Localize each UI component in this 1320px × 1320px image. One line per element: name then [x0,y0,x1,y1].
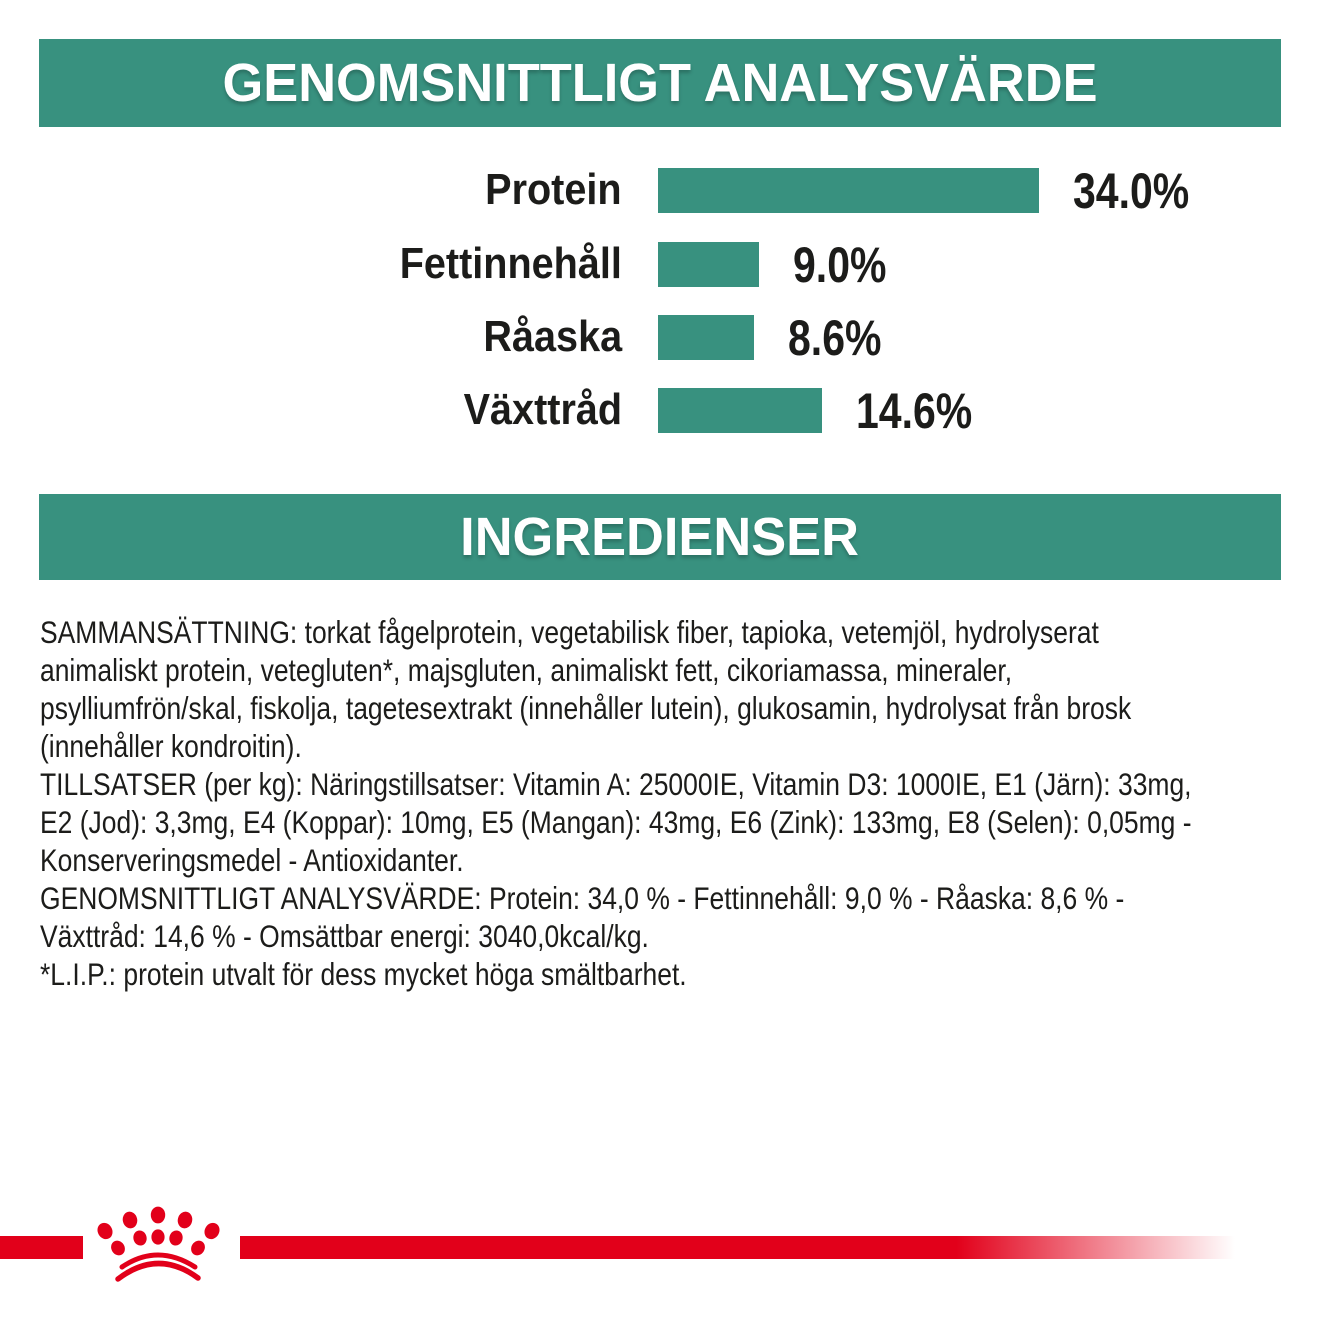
analysis-header-bar [39,39,1281,127]
chart-category-label: Protein [485,164,622,214]
ingredients-text-line: Växttråd: 14,6 % - Omsättbar energi: 3040,0kcal/kg. [40,918,649,954]
chart-row [0,309,1320,366]
chart-row [0,382,1320,439]
red-stripe-left [0,1236,83,1259]
chart-bar [658,315,754,360]
ingredients-text [40,613,1300,993]
ingredients-text-line: E2 (Jod): 3,3mg, E4 (Koppar): 10mg, E5 (Mangan): 43mg, E6 (Zink): 133mg, E8 (Selen): 0,05mg - [40,804,1192,840]
chart-value-label: 8.6% [788,309,882,366]
chart-value-label: 9.0% [792,236,887,293]
chart-bar-group [658,382,997,439]
ingredients-text-line: psylliumfrön/skal, fiskolja, tagetesextrakt (innehåller lutein), glukosamin, hydrolysat från brosk [40,690,1132,726]
red-stripe-right [240,1236,1235,1259]
ingredients-header-title: INGREDIENSER [460,507,860,567]
ingredients-text-line: Konserveringsmedel - Antioxidanter. [40,842,464,878]
chart-value-label: 14.6% [855,382,972,439]
chart-bar [658,168,1039,213]
chart-bar-group [658,162,1215,219]
ingredients-text-line: TILLSATSER (per kg): Näringstillsatser: Vitamin A: 25000IE, Vitamin D3: 1000IE, E1 (Järn): 33mg, [40,766,1192,802]
chart-bar [658,242,759,287]
ingredients-text-line: SAMMANSÄTTNING: torkat fågelprotein, vegetabilisk fiber, tapioka, vetemjöl, hydrolyserat [40,614,1099,650]
chart-category-label: Växttråd [463,384,622,434]
chart-bar-group [658,236,907,293]
chart-bar-group [658,309,902,366]
ingredients-text-line: *L.I.P.: protein utvalt för dess mycket höga smältbarhet. [40,956,687,992]
analysis-header-title: GENOMSNITTLIGT ANALYSVÄRDE [222,53,1098,113]
chart-bar [658,388,822,433]
chart-category-label: Fettinnehåll [399,238,622,288]
ingredients-header-bar [39,494,1281,580]
royal-canin-crown-icon [83,1205,233,1285]
ingredients-text-line: animaliskt protein, vetegluten*, majsgluten, animaliskt fett, cikoriamassa, mineraler, [40,652,1013,688]
ingredients-text-line: GENOMSNITTLIGT ANALYSVÄRDE: Protein: 34,0 % - Fettinnehåll: 9,0 % - Råaska: 8,6 % - [40,880,1125,916]
chart-value-label: 34.0% [1072,162,1190,219]
chart-row [0,236,1320,293]
chart-category-label: Råaska [483,311,622,361]
ingredients-text-line: (innehåller kondroitin). [40,728,302,764]
chart-row [0,162,1320,219]
